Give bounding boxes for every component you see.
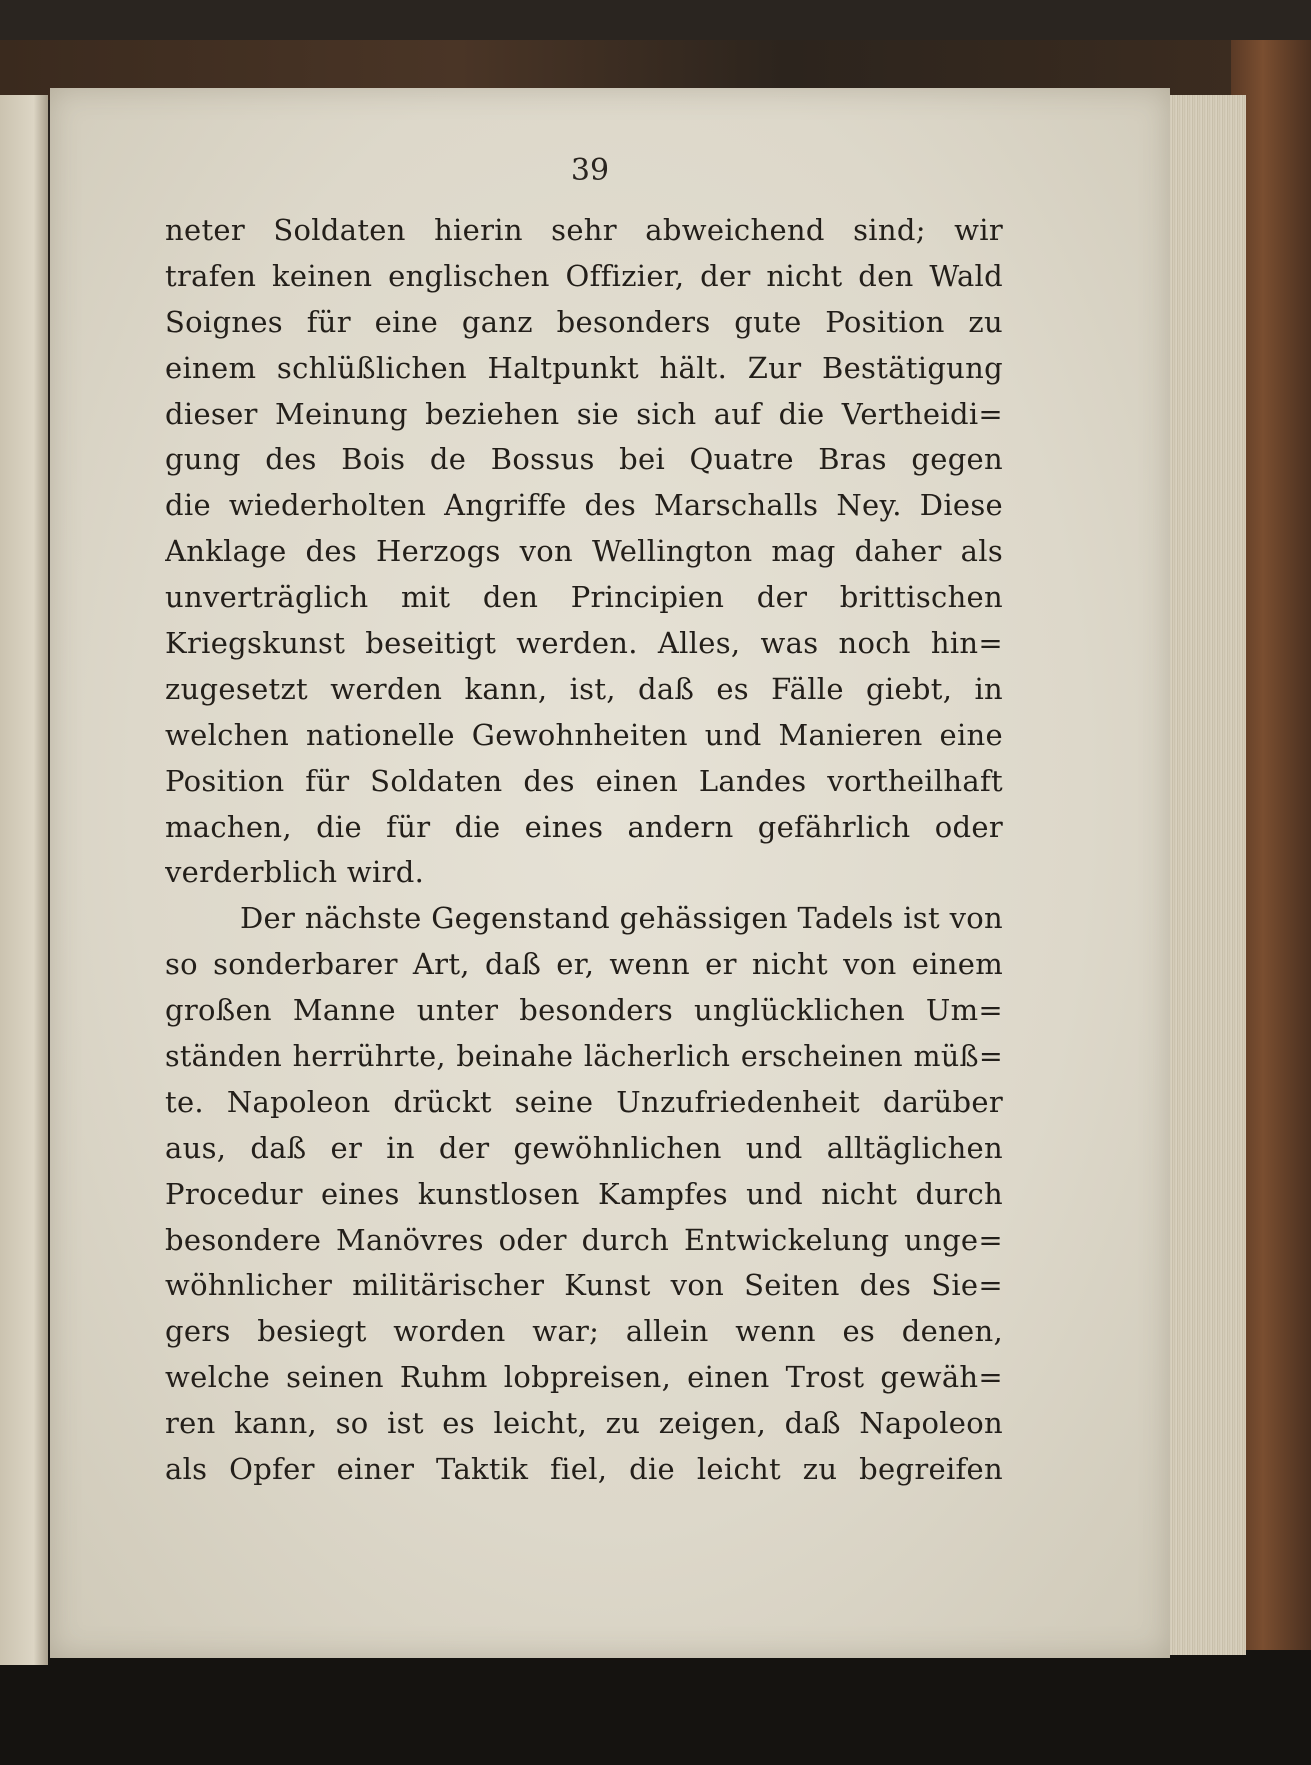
text-line: Kriegskunst beseitigt werden. Alles, was noch hin= <box>165 626 1003 661</box>
page-text-block <box>165 208 1003 1493</box>
text-line: einem schlüßlichen Haltpunkt hält. Zur Bestätigung <box>165 350 1003 385</box>
text-line: zugesetzt werden kann, ist, daß es Fälle giebt, in <box>165 671 1003 706</box>
text-line: Anklage des Herzogs von Wellington mag daher als <box>165 534 1003 569</box>
text-line: neter Soldaten hierin sehr abweichend sind; wir <box>165 213 1003 247</box>
text-line: verderblich wird. <box>165 855 425 890</box>
page-number: 39 <box>570 153 610 188</box>
text-line: wöhnlicher militärischer Kunst von Seiten des Sie= <box>165 1268 1003 1303</box>
text-line: so sonderbarer Art, daß er, wenn er nicht von einem <box>165 947 1003 982</box>
text-line: Position für Soldaten des einen Landes vortheilhaft <box>165 763 1003 798</box>
text-line: Soignes für eine ganz besonders gute Position zu <box>165 304 1003 339</box>
page-stack-edge <box>1168 95 1246 1655</box>
text-line: te. Napoleon drückt seine Unzufriedenheit darüber <box>165 1084 1003 1119</box>
text-line: gers besiegt worden war; allein wenn es denen, <box>165 1314 1003 1349</box>
text-line: dieser Meinung beziehen sie sich auf die Vertheidi= <box>165 396 1003 431</box>
text-line: welchen nationelle Gewohnheiten und Manieren eine <box>165 717 1003 752</box>
scan-bottom-shadow <box>0 1650 1311 1765</box>
text-line: unverträglich mit den Principien der brittischen <box>165 580 1003 615</box>
text-line: machen, die für die eines andern gefährlich oder <box>165 809 1003 844</box>
text-line: die wiederholten Angriffe des Marschalls Ney. Diese <box>165 488 1003 523</box>
text-line: aus, daß er in der gewöhnlichen und alltäglichen <box>165 1130 1003 1165</box>
text-line: welche seinen Ruhm lobpreisen, einen Trost gewäh= <box>165 1360 1003 1395</box>
text-line: ständen herrührte, beinahe lächerlich erscheinen müß= <box>165 1040 1003 1074</box>
text-line: als Opfer einer Taktik fiel, die leicht zu begreifen <box>165 1452 1003 1487</box>
text-line: Procedur eines kunstlosen Kampfes und nicht durch <box>165 1176 1003 1211</box>
text-line: besondere Manövres oder durch Entwickelung unge= <box>165 1222 1003 1257</box>
text-line: Der nächste Gegenstand gehässigen Tadels ist von <box>240 901 1003 936</box>
left-page-edge <box>0 95 48 1665</box>
text-line: großen Manne unter besonders unglücklichen Um= <box>165 993 1003 1028</box>
text-line: trafen keinen englischen Offizier, der nicht den Wald <box>165 258 1003 293</box>
text-line: gung des Bois de Bossus bei Quatre Bras gegen <box>165 442 1003 477</box>
text-line: ren kann, so ist es leicht, zu zeigen, daß Napoleon <box>165 1406 1003 1441</box>
